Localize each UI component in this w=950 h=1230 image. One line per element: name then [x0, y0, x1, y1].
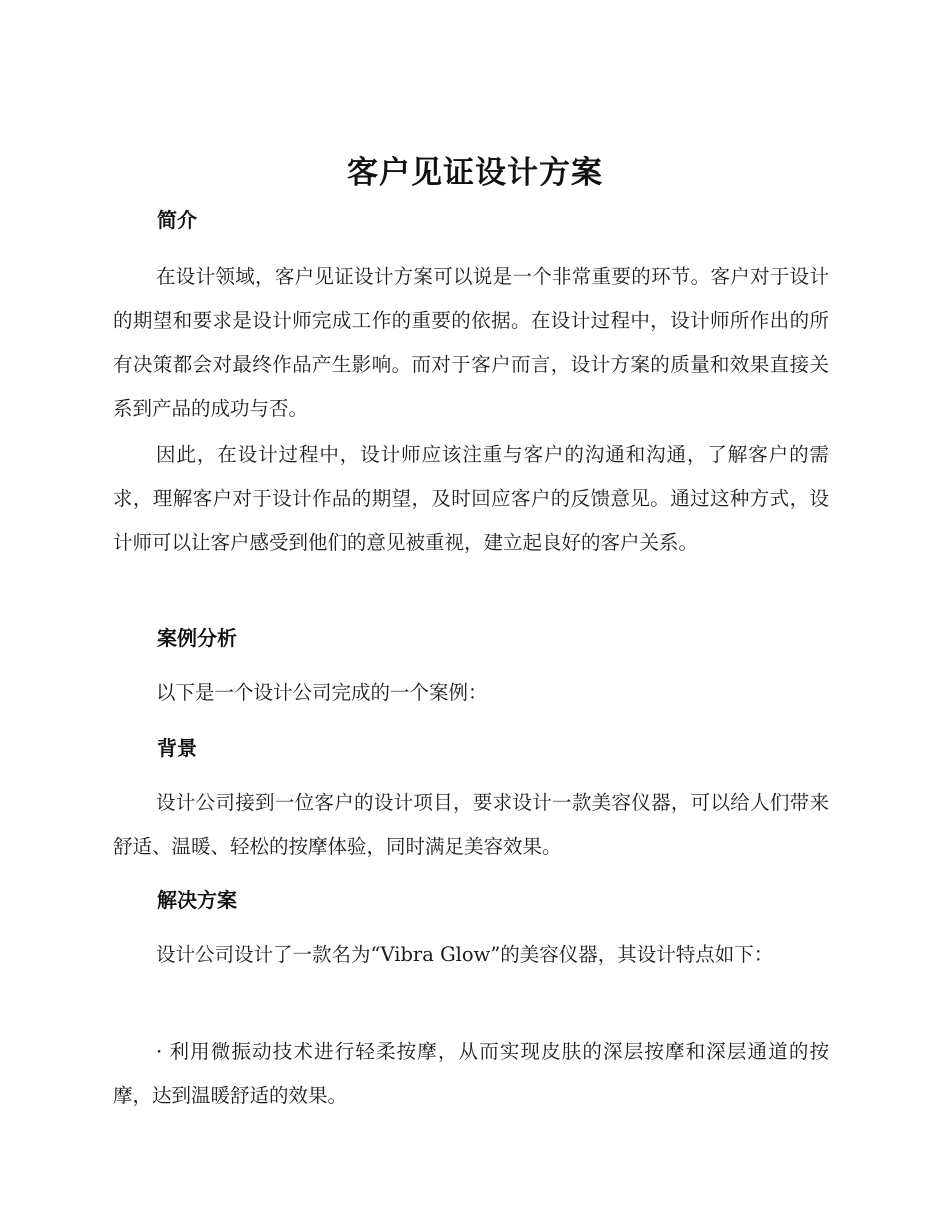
section-heading-case: 案例分析: [157, 626, 237, 650]
background-paragraph-1: 设计公司接到一位客户的设计项目，要求设计一款美容仪器，可以给人们带来舒适、温暖、轻松的按摩体验，同时满足美容效果。: [113, 791, 829, 858]
section-heading-intro: 简介: [157, 208, 197, 232]
document-title: 客户见证设计方案: [347, 155, 603, 191]
solution-bullet-1: · 利用微振动技术进行轻柔按摩，从而实现皮肤的深层按摩和深层通道的按摩，达到温暖舒适的效果。: [113, 1040, 829, 1107]
case-paragraph-1: 以下是一个设计公司完成的一个案例：: [156, 681, 488, 704]
section-heading-solution: 解决方案: [157, 888, 237, 912]
intro-paragraph-2: 因此，在设计过程中，设计师应该注重与客户的沟通和沟通，了解客户的需求，理解客户对于设计作品的期望，及时回应客户的反馈意见。通过这种方式，设计师可以让客户感受到他们的意见被重视，建立起良好的客户关系。: [113, 443, 829, 554]
section-heading-background: 背景: [157, 736, 197, 760]
intro-paragraph-1: 在设计领域，客户见证设计方案可以说是一个非常重要的环节。客户对于设计的期望和要求是设计师完成工作的重要的依据。在设计过程中，设计师所作出的所有决策都会对最终作品产生影响。而对于客户而言，设计方案的质量和效果直接关系到产品的成功与否。: [113, 265, 829, 420]
solution-paragraph-1: 设计公司设计了一款名为“Vibra Glow”的美容仪器，其设计特点如下：: [156, 943, 774, 966]
